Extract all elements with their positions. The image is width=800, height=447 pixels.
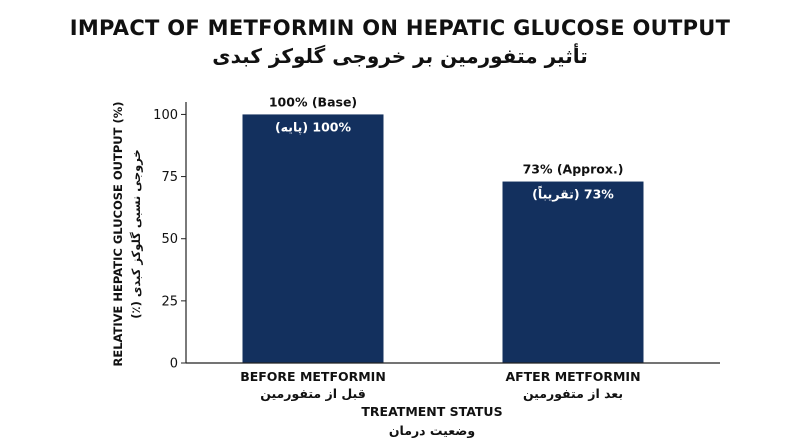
y-tick-label: 100 <box>153 107 178 123</box>
y-axis-title: RELATIVE HEPATIC GLUCOSE OUTPUT (%) <box>111 101 125 367</box>
x-tick-label: AFTER METFORMIN <box>505 369 641 384</box>
y-tick-label: 50 <box>161 232 178 248</box>
y-axis-ticks <box>153 108 186 372</box>
x-tick-label-fa: قبل از متفورمین <box>260 386 366 401</box>
y-tick-label: 75 <box>161 170 178 186</box>
y-tick-label: 0 <box>169 356 178 372</box>
x-axis-title-fa: وضعیت درمان <box>388 423 476 438</box>
data-label-inside: 100% (پایه) <box>274 119 352 135</box>
bar <box>243 114 384 363</box>
bars <box>243 114 644 363</box>
chart-title: IMPACT OF METFORMIN ON HEPATIC GLUCOSE OUTPUT <box>69 16 731 40</box>
chart-subtitle: تأثیر متفورمین بر خروجی گلوکز کبدی <box>212 44 588 68</box>
x-axis-categories <box>240 369 640 401</box>
bar <box>503 182 644 363</box>
x-tick-label-fa: بعد از متفورمین <box>522 386 624 401</box>
y-tick-label: 25 <box>161 294 178 310</box>
x-axis-title: TREATMENT STATUS <box>361 404 503 419</box>
y-axis-title-group <box>111 101 144 366</box>
x-tick-label: BEFORE METFORMIN <box>240 369 386 384</box>
data-label-inside: 73% (تقریباً) <box>532 186 614 202</box>
data-label: 100% (Base) <box>268 94 358 110</box>
data-label: 73% (Approx.) <box>522 161 624 177</box>
y-axis-title-fa: خروجی نسبی گلوکز کبدی (٪) <box>129 149 143 319</box>
